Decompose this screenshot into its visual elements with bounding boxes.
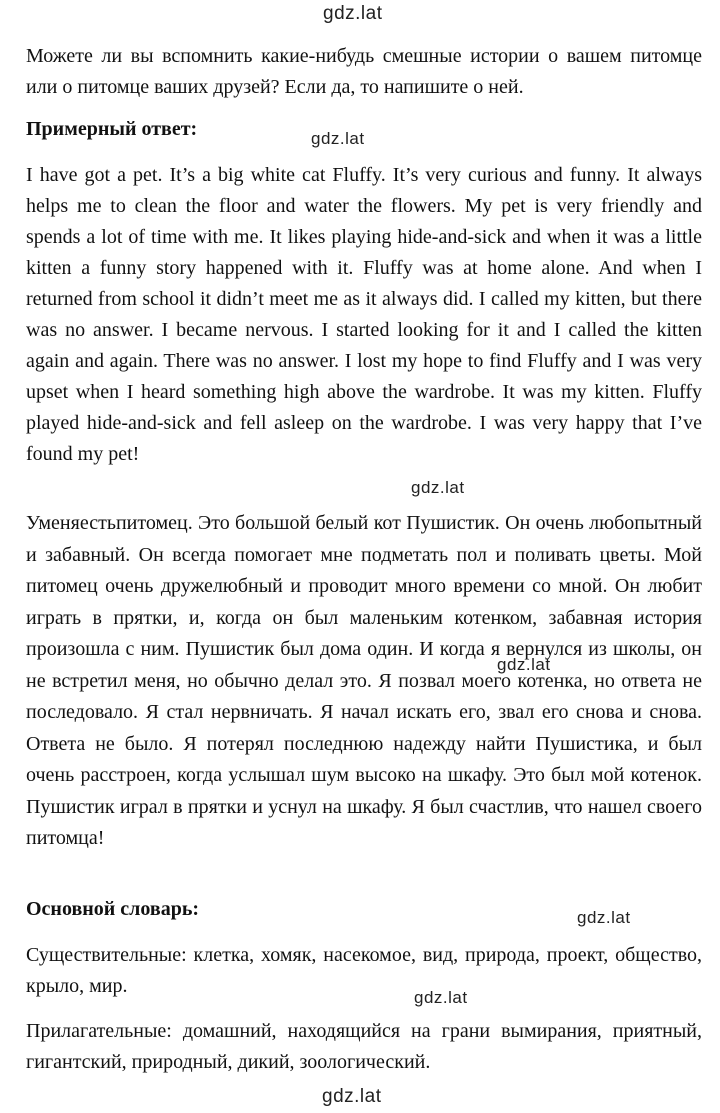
answer-heading: Примерный ответ: — [26, 118, 198, 140]
watermark-top: gdz.lat — [323, 3, 383, 24]
question-text: Можете ли вы вспомнить какие-нибудь смешные истории о вашем питомце или о питомце ваших друзей? Если да, то напишите о ней. — [26, 45, 702, 98]
watermark-bottom: gdz.lat — [322, 1086, 382, 1107]
watermark: gdz.lat — [577, 908, 631, 927]
watermark: gdz.lat — [497, 655, 551, 674]
watermark: gdz.lat — [311, 129, 365, 148]
nouns-list: Существительные: клетка, хомяк, насекомое, вид, природа, проект, общество, крыло, мир. — [26, 944, 702, 997]
russian-translation-text: Уменяестьпитомец. Это большой белый кот Пушистик. Он очень любопытный и забавный. Он всегда помогает мне подметать пол и поливать цветы. Мой питомец очень дружелюбный и проводит много времени со мной. Он любит играть в прятки, и, когда он был маленьким котенком, забавная история произошла с ним. Пушистик был дома один. И когда я вернулся из школы, он не встретил меня, но обычно делал это. Я позвал моего котенка, но ответа не последовало. Я стал нервничать. Я начал искать его, звал его снова и снова. Ответа не было. Я потерял последнюю надежду найти Пушистика, и был очень расстроен, когда услышал шум высоко на шкафу. Это был мой котенок. Пушистик играл в прятки и уснул на шкафу. Я был счастлив, что нашел своего питомца! — [26, 512, 702, 849]
adjectives-list: Прилагательные: домашний, находящийся на грани вымирания, приятный, гигантский, природный, дикий, зоологический. — [26, 1020, 702, 1073]
vocabulary-heading: Основной словарь: — [26, 898, 200, 920]
watermark: gdz.lat — [411, 478, 465, 497]
english-answer-text: I have got a pet. It’s a big white cat Fluffy. It’s very curious and funny. It always helps me to clean the floor and water the flowers. My pet is very friendly and spends a lot of time with me. It likes playing hide-and-sick and when it was a little kitten a funny story happened with it. Fluffy was at home alone. And when I returned from school it didn’t meet me as it always did. I called my kitten, but there was no answer. I became nervous. I started looking for it and I called the kitten again and again. There was no answer. I lost my hope to find Fluffy and I was very upset when I heard something high above the wardrobe. It was my kitten. Fluffy played hide-and-sick and fell asleep on the wardrobe. I was very happy that I’ve found my pet! — [26, 164, 702, 465]
watermark: gdz.lat — [414, 988, 468, 1007]
